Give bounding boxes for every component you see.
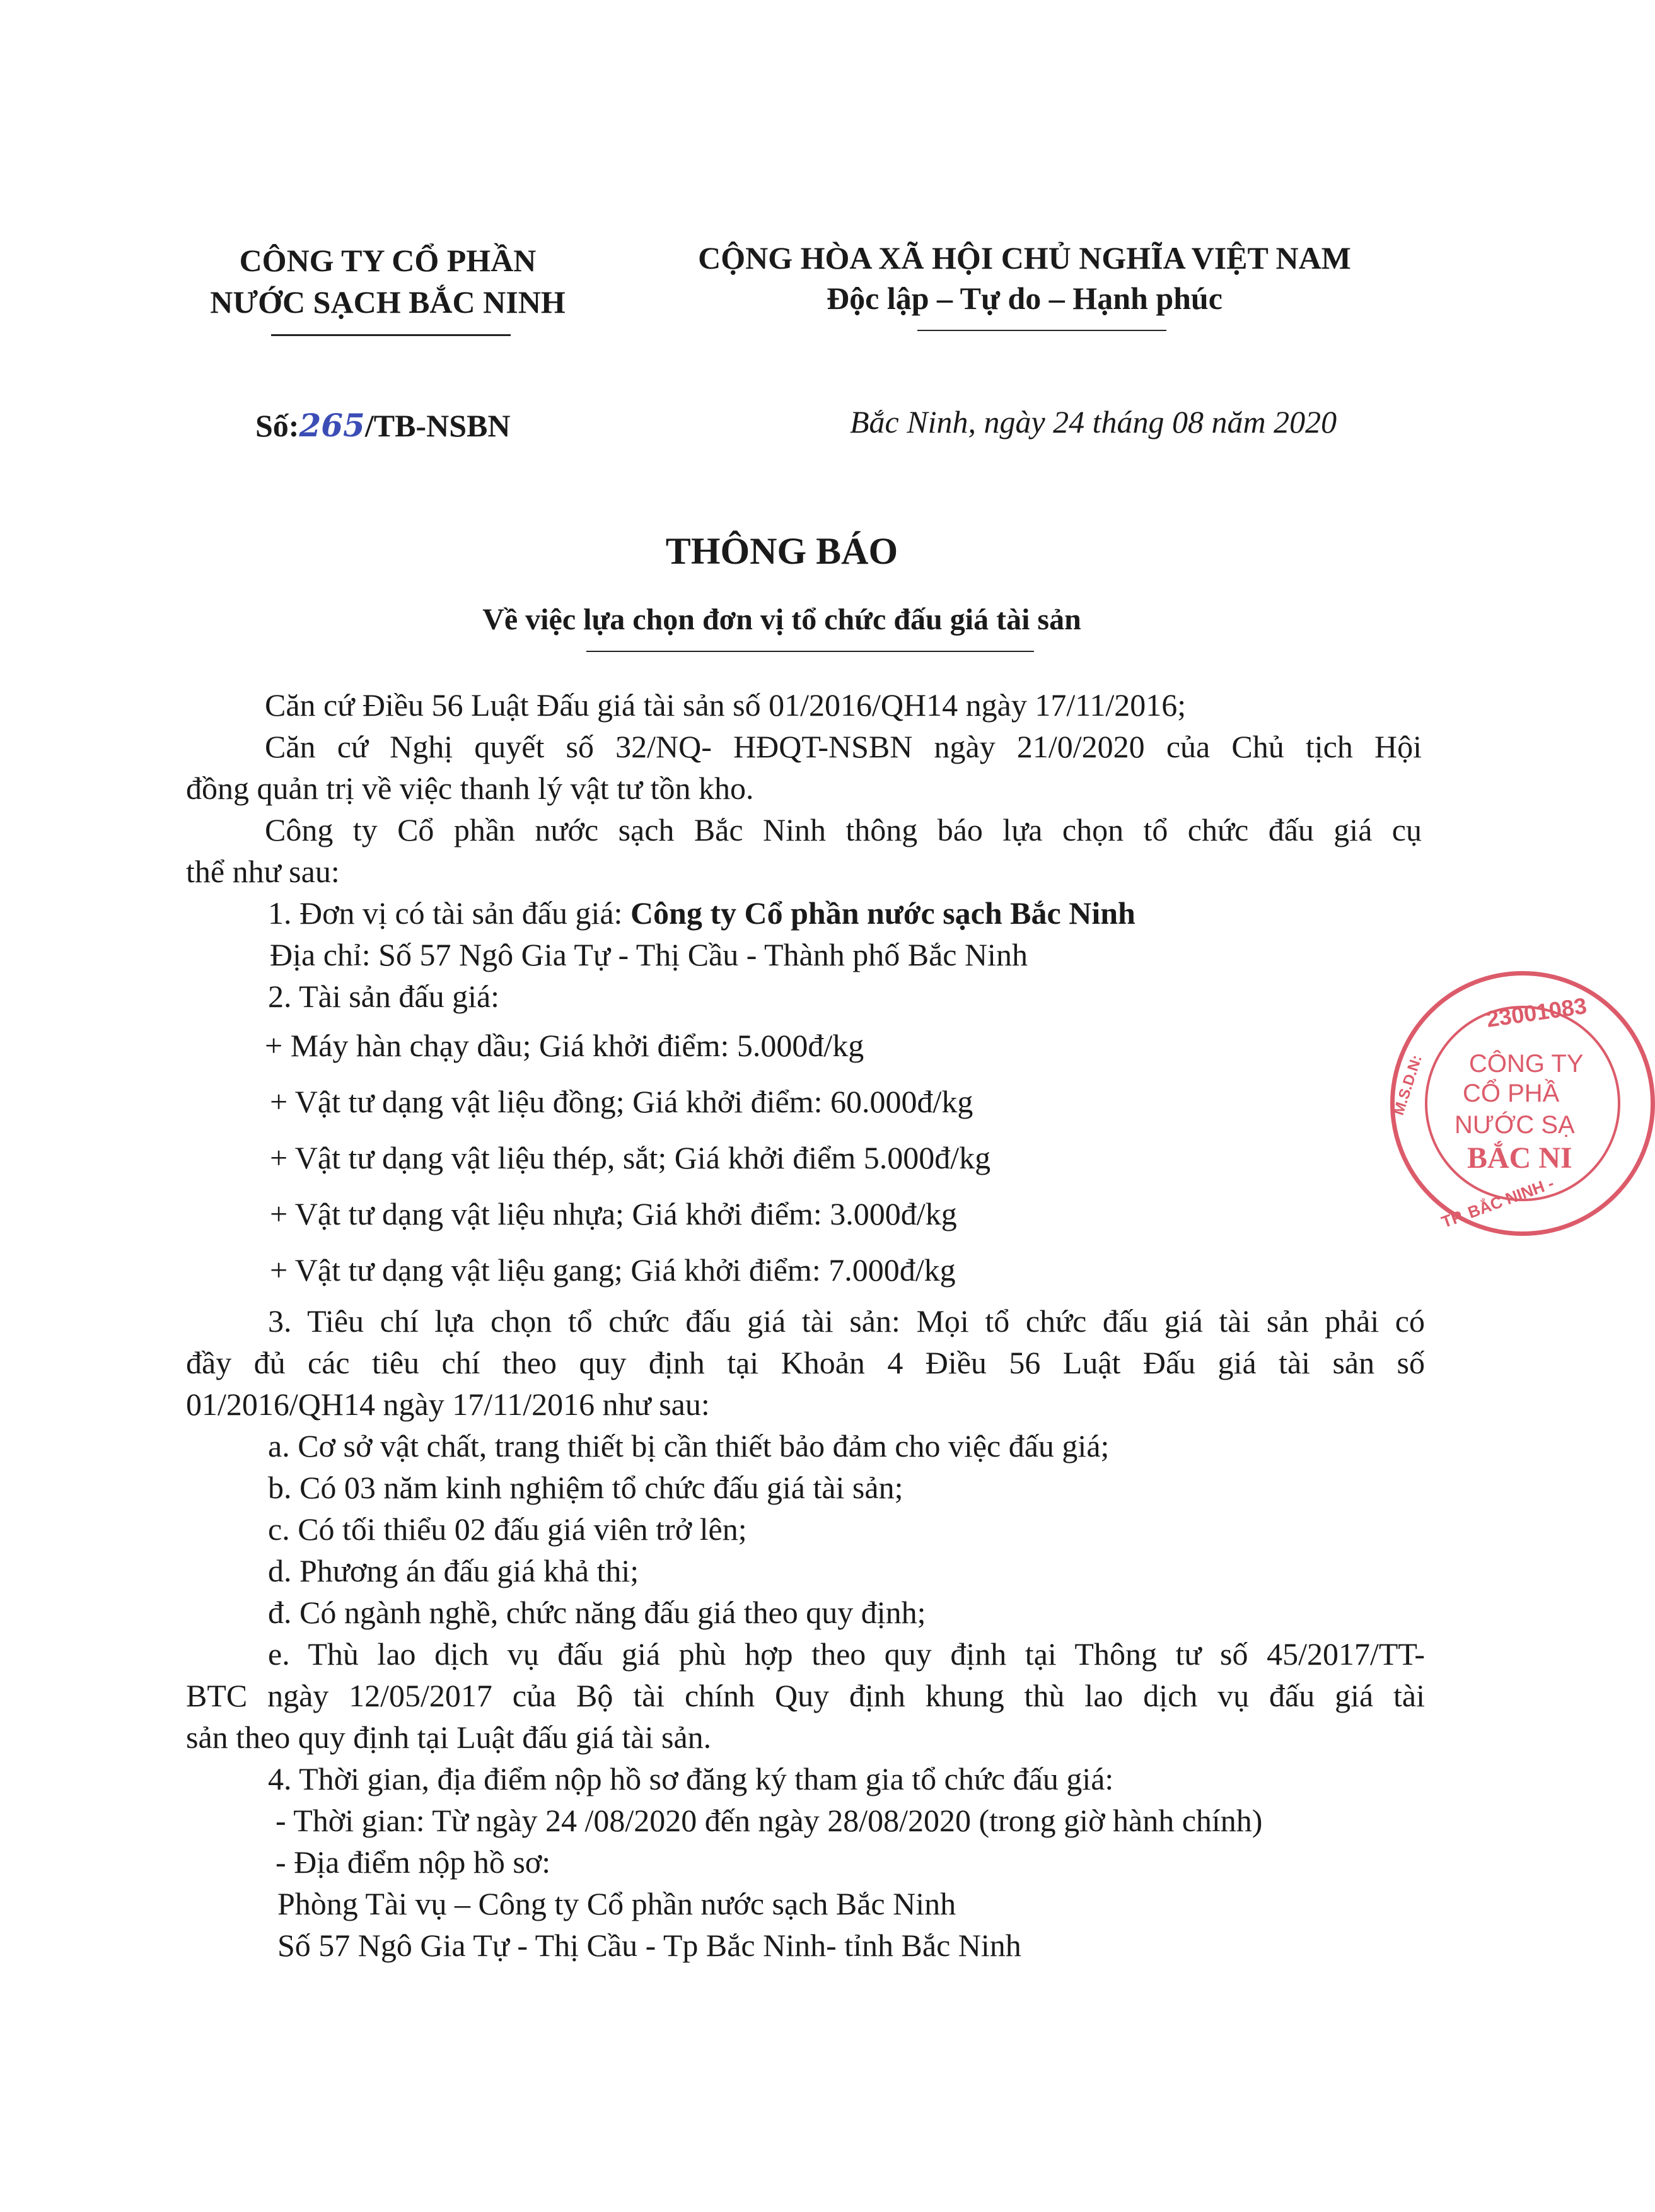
company-name-line1: CÔNG TY CỔ PHẦN xyxy=(239,243,537,278)
page-title: THÔNG BÁO xyxy=(665,530,898,572)
document-date: Bắc Ninh, ngày 24 tháng 08 năm 2020 xyxy=(850,404,1337,439)
item-3-b: đầy đủ các tiêu chí theo quy định tại Khoản 4 Điều 56 Luật Đấu giá tài sản số xyxy=(186,1345,1425,1380)
criterion-item: c. Có tối thiểu 02 đấu giá viên trở lên; xyxy=(268,1511,747,1547)
item-3-a: 3. Tiêu chí lựa chọn tổ chức đấu giá tài sản: Mọi tổ chức đấu giá tài sản phải có xyxy=(268,1303,1425,1339)
basis-1: Căn cứ Điều 56 Luật Đấu giá tài sản số 01/2016/QH14 ngày 17/11/2016; xyxy=(265,687,1187,723)
criterion-e-a: e. Thù lao dịch vụ đấu giá phù hợp theo quy định tại Thông tư số 45/2017/TT- xyxy=(268,1636,1425,1672)
asset-item: + Vật tư dạng vật liệu gang; Giá khởi điểm: 7.000đ/kg xyxy=(270,1252,956,1288)
intro-b: thể như sau: xyxy=(186,854,340,889)
item-2-label: 2. Tài sản đấu giá: xyxy=(268,979,500,1014)
item-1 xyxy=(268,897,1135,929)
nation-motto: Độc lập – Tự do – Hạnh phúc xyxy=(827,281,1222,316)
company-underline xyxy=(271,334,511,336)
criterion-item: đ. Có ngành nghề, chức năng đấu giá theo quy định; xyxy=(268,1595,926,1630)
item-4-place-1: Phòng Tài vụ – Công ty Cổ phần nước sạch Bắc Ninh xyxy=(277,1886,956,1921)
seal-code-label: M.S.D.N: xyxy=(1390,1052,1426,1117)
intro-a: Công ty Cổ phần nước sạch Bắc Ninh thông báo lựa chọn tổ chức đấu giá cụ xyxy=(265,812,1422,847)
company-name-line2: NƯỚC SẠCH BẮC NINH xyxy=(210,284,566,320)
document-number xyxy=(255,407,510,444)
doc-no-prefix: Số: xyxy=(255,408,299,443)
basis-2-a: Căn cứ Nghị quyết số 32/NQ- HĐQT-NSBN ngày 21/0/2020 của Chủ tịch Hội xyxy=(265,729,1422,764)
seal-bottom-text: TP. BẮC NINH - xyxy=(1439,1173,1557,1232)
item-1-address: Địa chỉ: Số 57 Ngô Gia Tự - Thị Cầu - Thành phố Bắc Ninh xyxy=(270,937,1028,972)
basis-2-b: đồng quản trị về việc thanh lý vật tư tồn kho. xyxy=(186,771,754,806)
item-3-c: 01/2016/QH14 ngày 17/11/2016 như sau: xyxy=(186,1387,710,1422)
item-4-place-label: - Địa điểm nộp hồ sơ: xyxy=(276,1844,551,1880)
asset-item: + Vật tư dạng vật liệu nhựa; Giá khởi điểm: 3.000đ/kg xyxy=(270,1196,957,1231)
doc-no-suffix: /TB-NSBN xyxy=(364,408,511,443)
seal-number: 23001083 xyxy=(1484,992,1589,1032)
criterion-e-c: sản theo quy định tại Luật đấu giá tài sản. xyxy=(186,1720,712,1755)
subtitle-underline xyxy=(586,651,1034,652)
asset-item: + Vật tư dạng vật liệu đồng; Giá khởi điểm: 60.000đ/kg xyxy=(270,1084,973,1119)
criterion-item: a. Cơ sở vật chất, trang thiết bị cần thiết bảo đảm cho việc đấu giá; xyxy=(268,1428,1110,1464)
criterion-e-b: BTC ngày 12/05/2017 của Bộ tài chính Quy định khung thù lao dịch vụ đấu giá tài xyxy=(186,1678,1425,1713)
asset-item: + Máy hàn chạy dầu; Giá khởi điểm: 5.000đ/kg xyxy=(265,1028,864,1063)
item-4-time: - Thời gian: Từ ngày 24 /08/2020 đến ngày 28/08/2020 (trong giờ hành chính) xyxy=(276,1803,1263,1838)
item-4-place-2: Số 57 Ngô Gia Tự - Thị Cầu - Tp Bắc Ninh- tỉnh Bắc Ninh xyxy=(277,1928,1021,1963)
doc-no-handwritten: 265 xyxy=(299,407,365,444)
page-subtitle: Về việc lựa chọn đơn vị tổ chức đấu giá tài sản xyxy=(482,603,1081,636)
criterion-item: d. Phương án đấu giá khả thi; xyxy=(268,1553,639,1588)
item-4-label: 4. Thời gian, địa điểm nộp hồ sơ đăng ký tham gia tổ chức đấu giá: xyxy=(268,1761,1114,1796)
nation-title: CỘNG HÒA XÃ HỘI CHỦ NGHĨA VIỆT NAM xyxy=(698,240,1351,276)
item-1-label: 1. Đơn vị có tài sản đấu giá: xyxy=(268,895,630,931)
item-1-value: Công ty Cổ phần nước sạch Bắc Ninh xyxy=(630,895,1135,931)
motto-underline xyxy=(917,330,1166,331)
asset-item: + Vật tư dạng vật liệu thép, sắt; Giá khởi điểm 5.000đ/kg xyxy=(270,1140,991,1175)
company-seal xyxy=(1390,971,1655,1236)
seal-line-3: NƯỚC SẠ xyxy=(1455,1111,1575,1139)
criterion-item: b. Có 03 năm kinh nghiệm tổ chức đấu giá tài sản; xyxy=(268,1470,903,1505)
seal-line-1: CÔNG TY xyxy=(1469,1050,1584,1078)
seal-line-4: BẮC NI xyxy=(1467,1141,1572,1175)
seal-line-2: CỔ PHẦ xyxy=(1463,1080,1560,1107)
